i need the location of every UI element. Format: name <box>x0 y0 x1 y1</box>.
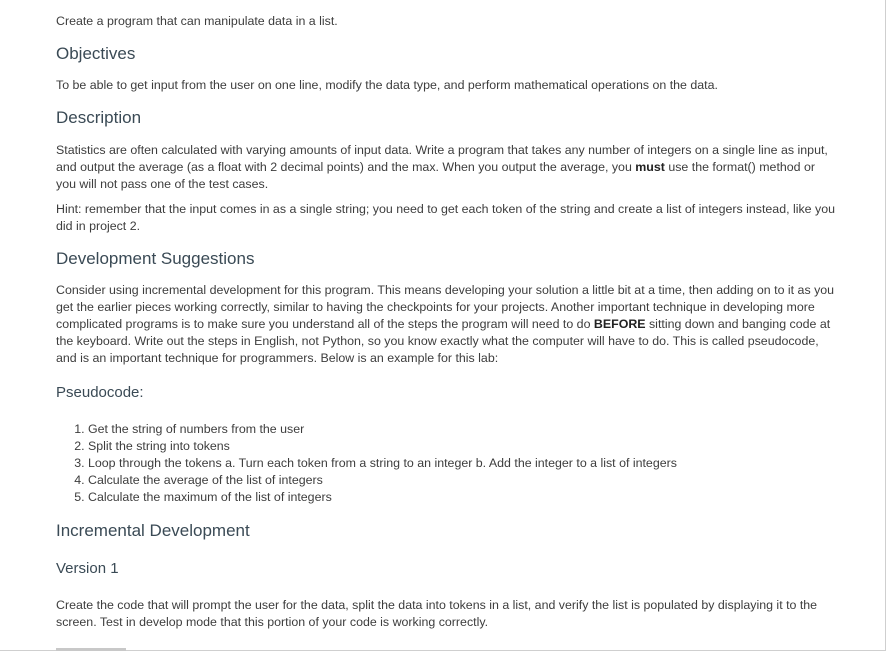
development-heading: Development Suggestions <box>56 249 255 268</box>
emphasis-before: BEFORE <box>593 317 646 331</box>
pseudocode-steps <box>56 421 836 506</box>
development-paragraph: Consider using incremental development for this program. This means developing your solution a little bit at a time, then adding on to it as you get the earlier pieces working correctly, similar to having the checkpoints for your projects. Another important technique in developing more complicated programs is to make sure you understand all of the steps the program will need to do BEFORE sitting down and banging code at the keyboard. Write out the steps in English, not Python, so you know exactly what the computer will have to do. This is called pseudocode, and is an important technique for programmers. Below is an example for this lab: <box>56 283 835 365</box>
pseudocode-heading: Pseudocode: <box>56 384 144 401</box>
version1-text: Create the code that will prompt the user for the data, split the data into tokens in a list, and verify the list is populated by displaying it to the screen. Test in develop mode that this portion of your code is working correctly. <box>56 598 818 629</box>
pseudocode-step: 2. Split the string into tokens <box>88 438 836 455</box>
pseudocode-step: 5. Calculate the maximum of the list of integers <box>88 489 836 506</box>
hint-paragraph: Hint: remember that the input comes in as a single string; you need to get each token of the string and create a list of integers instead, like you did in project 2. <box>56 202 835 233</box>
pseudocode-step: 3. Loop through the tokens a. Turn each token from a string to an integer b. Add the integer to a list of integers <box>88 455 836 472</box>
intro-text: Create a program that can manipulate data in a list. <box>56 14 338 28</box>
incremental-heading: Incremental Development <box>56 521 250 540</box>
pseudocode-step: 1. Get the string of numbers from the user <box>88 421 836 438</box>
description-heading: Description <box>56 108 142 127</box>
emphasis-must: must <box>635 160 665 174</box>
pseudocode-step: 4. Calculate the average of the list of integers <box>88 472 836 489</box>
version1-heading: Version 1 <box>56 560 119 577</box>
objectives-heading: Objectives <box>56 44 136 63</box>
next-heading-fragment <box>56 648 126 651</box>
description-paragraph: Statistics are often calculated with varying amounts of input data. Write a program that takes any number of integers on a single line as input, and output the average (as a float with 2 decimal points) and the max. When you output the average, you must use the format() method or you will not pass one of the test cases. <box>56 143 828 191</box>
objectives-text: To be able to get input from the user on one line, modify the data type, and perform mathematical operations on the data. <box>56 78 718 92</box>
